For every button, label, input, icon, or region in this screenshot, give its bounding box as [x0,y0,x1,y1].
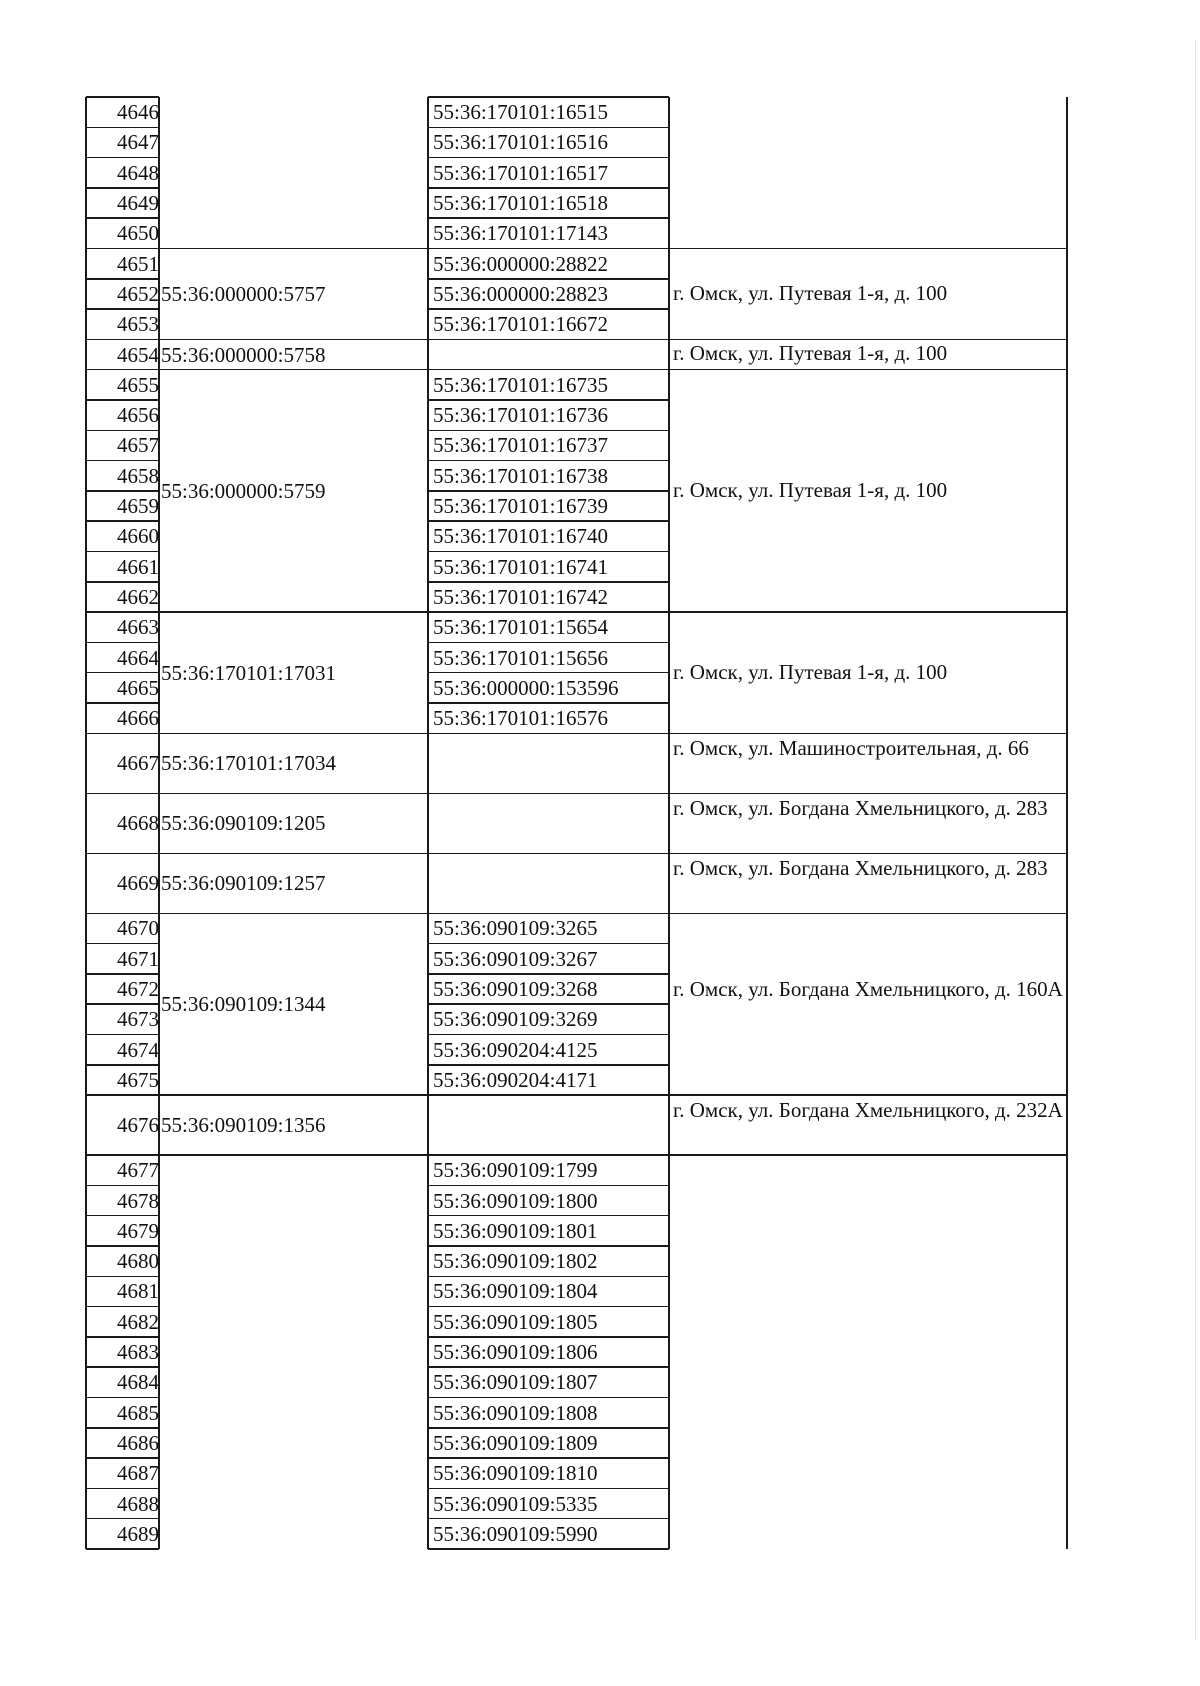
parent-cadastral-number: 55:36:090109:1205 [161,811,326,836]
group-rule [669,1154,1067,1156]
row-number: 4689 [117,1521,159,1546]
row-number: 4653 [117,312,159,337]
child-cadastral-number: 55:36:090109:1805 [433,1309,598,1334]
child-cadastral-number: 55:36:170101:16518 [433,191,609,216]
row-number: 4665 [117,675,159,700]
row-number: 4678 [117,1188,159,1213]
child-cadastral-number: 55:36:170101:16516 [433,130,609,155]
group-rule [159,793,428,795]
row-number: 4664 [117,645,159,670]
group-rule [669,248,1067,250]
row-number: 4673 [117,1007,159,1032]
parent-cadastral-number: 55:36:090109:1257 [161,871,326,896]
child-cadastral-number: 55:36:170101:15654 [433,615,609,640]
child-cadastral-number: 55:36:000000:153596 [433,675,619,700]
row-number: 4655 [117,372,159,397]
row-number: 4652 [117,281,159,306]
scan-edge [1195,40,1196,1640]
row-number: 4687 [117,1461,159,1486]
child-rule [428,853,669,855]
child-cadastral-number: 55:36:170101:16735 [433,372,609,397]
child-cadastral-number: 55:36:170101:16739 [433,494,609,519]
row-number: 4682 [117,1309,159,1334]
row-number: 4647 [117,130,159,155]
child-cadastral-number: 55:36:170101:16736 [433,403,609,428]
address-cell: г. Омск, ул. Богдана Хмельницкого, д. 232А [673,1098,1063,1123]
child-cadastral-number: 55:36:090109:1804 [433,1279,598,1304]
group-rule [159,248,428,250]
parent-cadastral-number: 55:36:170101:17031 [161,660,337,685]
column-rule [668,97,670,1549]
group-rule [159,611,428,613]
address-cell: г. Омск, ул. Путевая 1-я, д. 100 [673,341,948,366]
number-rule [86,793,159,795]
address-cell: г. Омск, ул. Богдана Хмельницкого, д. 283 [673,856,1048,881]
row-number: 4667 [117,751,159,776]
child-cadastral-number: 55:36:090109:3267 [433,946,598,971]
address-cell: г. Омск, ул. Путевая 1-я, д. 100 [673,280,948,305]
parent-cadastral-number: 55:36:170101:17034 [161,751,337,776]
address-cell: г. Омск, ул. Богдана Хмельницкого, д. 160А [673,977,1063,1002]
child-cadastral-number: 55:36:090109:1799 [433,1158,598,1183]
child-cadastral-number: 55:36:090109:1807 [433,1370,598,1395]
child-cadastral-number: 55:36:090109:1802 [433,1249,598,1274]
row-number: 4658 [117,463,159,488]
child-cadastral-number: 55:36:090109:5335 [433,1491,598,1516]
child-cadastral-number: 55:36:170101:16738 [433,463,609,488]
group-rule [669,611,1067,613]
child-cadastral-number: 55:36:170101:16517 [433,160,609,185]
row-number: 4656 [117,403,159,428]
row-number: 4671 [117,946,159,971]
parent-cadastral-number: 55:36:090109:1344 [161,992,326,1017]
row-number: 4648 [117,160,159,185]
row-number: 4680 [117,1249,159,1274]
child-cadastral-number: 55:36:170101:15656 [433,645,609,670]
right-border [1066,97,1068,1549]
address-cell: г. Омск, ул. Путевая 1-я, д. 100 [673,659,948,684]
child-cadastral-number: 55:36:090109:1801 [433,1218,598,1243]
row-number: 4660 [117,524,159,549]
row-number: 4657 [117,433,159,458]
row-number: 4661 [117,554,159,579]
address-cell: г. Омск, ул. Богдана Хмельницкого, д. 283 [673,796,1048,821]
parent-cadastral-number: 55:36:000000:5759 [161,478,326,503]
group-rule [669,369,1067,371]
row-number: 4675 [117,1067,159,1092]
child-cadastral-number: 55:36:090109:3265 [433,916,598,941]
parent-cadastral-number: 55:36:090109:1356 [161,1113,326,1138]
row-number: 4677 [117,1158,159,1183]
child-cadastral-number: 55:36:090109:1810 [433,1461,598,1486]
row-number: 4674 [117,1037,159,1062]
row-number: 4676 [117,1113,159,1138]
child-cadastral-number: 55:36:090204:4125 [433,1037,598,1062]
row-number: 4684 [117,1370,159,1395]
column-rule [427,97,429,1549]
child-cadastral-number: 55:36:170101:16740 [433,524,609,549]
address-cell: г. Омск, ул. Путевая 1-я, д. 100 [673,477,948,502]
child-cadastral-number: 55:36:090109:3268 [433,977,598,1002]
row-number: 4669 [117,871,159,896]
group-rule [159,853,428,855]
group-rule [159,1094,428,1096]
row-number: 4686 [117,1430,159,1455]
child-cadastral-number: 55:36:170101:16737 [433,433,609,458]
child-rule [428,793,669,795]
child-cadastral-number: 55:36:090109:3269 [433,1007,598,1032]
row-number: 4666 [117,706,159,731]
row-number: 4670 [117,916,159,941]
row-number: 4650 [117,221,159,246]
group-rule [159,733,428,735]
child-cadastral-number: 55:36:090204:4171 [433,1067,598,1092]
child-cadastral-number: 55:36:090109:1809 [433,1430,598,1455]
number-rule [86,853,159,855]
row-number: 4685 [117,1400,159,1425]
child-cadastral-number: 55:36:090109:5990 [433,1521,598,1546]
row-number: 4681 [117,1279,159,1304]
parent-cadastral-number: 55:36:000000:5757 [161,281,326,306]
child-cadastral-number: 55:36:170101:16741 [433,554,609,579]
row-number: 4662 [117,584,159,609]
row-number: 4651 [117,251,159,276]
group-rule [159,1154,428,1156]
parent-cadastral-number: 55:36:000000:5758 [161,342,326,367]
row-number: 4668 [117,811,159,836]
row-number: 4659 [117,494,159,519]
address-cell: г. Омск, ул. Машиностроительная, д. 66 [673,736,1029,761]
row-number: 4679 [117,1218,159,1243]
row-number: 4654 [117,342,159,367]
child-cadastral-number: 55:36:090109:1806 [433,1340,598,1365]
child-cadastral-number: 55:36:090109:1800 [433,1188,598,1213]
child-cadastral-number: 55:36:170101:16576 [433,706,609,731]
row-number: 4672 [117,977,159,1002]
row-number: 4683 [117,1340,159,1365]
group-rule [669,913,1067,915]
child-cadastral-number: 55:36:170101:17143 [433,221,609,246]
row-number: 4663 [117,615,159,640]
child-cadastral-number: 55:36:090109:1808 [433,1400,598,1425]
child-cadastral-number: 55:36:000000:28822 [433,251,609,276]
group-rule [159,913,428,915]
child-cadastral-number: 55:36:000000:28823 [433,281,609,306]
child-cadastral-number: 55:36:170101:16515 [433,100,609,125]
child-cadastral-number: 55:36:170101:16742 [433,584,609,609]
child-cadastral-number: 55:36:170101:16672 [433,312,609,337]
row-number: 4688 [117,1491,159,1516]
row-number: 4646 [117,100,159,125]
row-number: 4649 [117,191,159,216]
